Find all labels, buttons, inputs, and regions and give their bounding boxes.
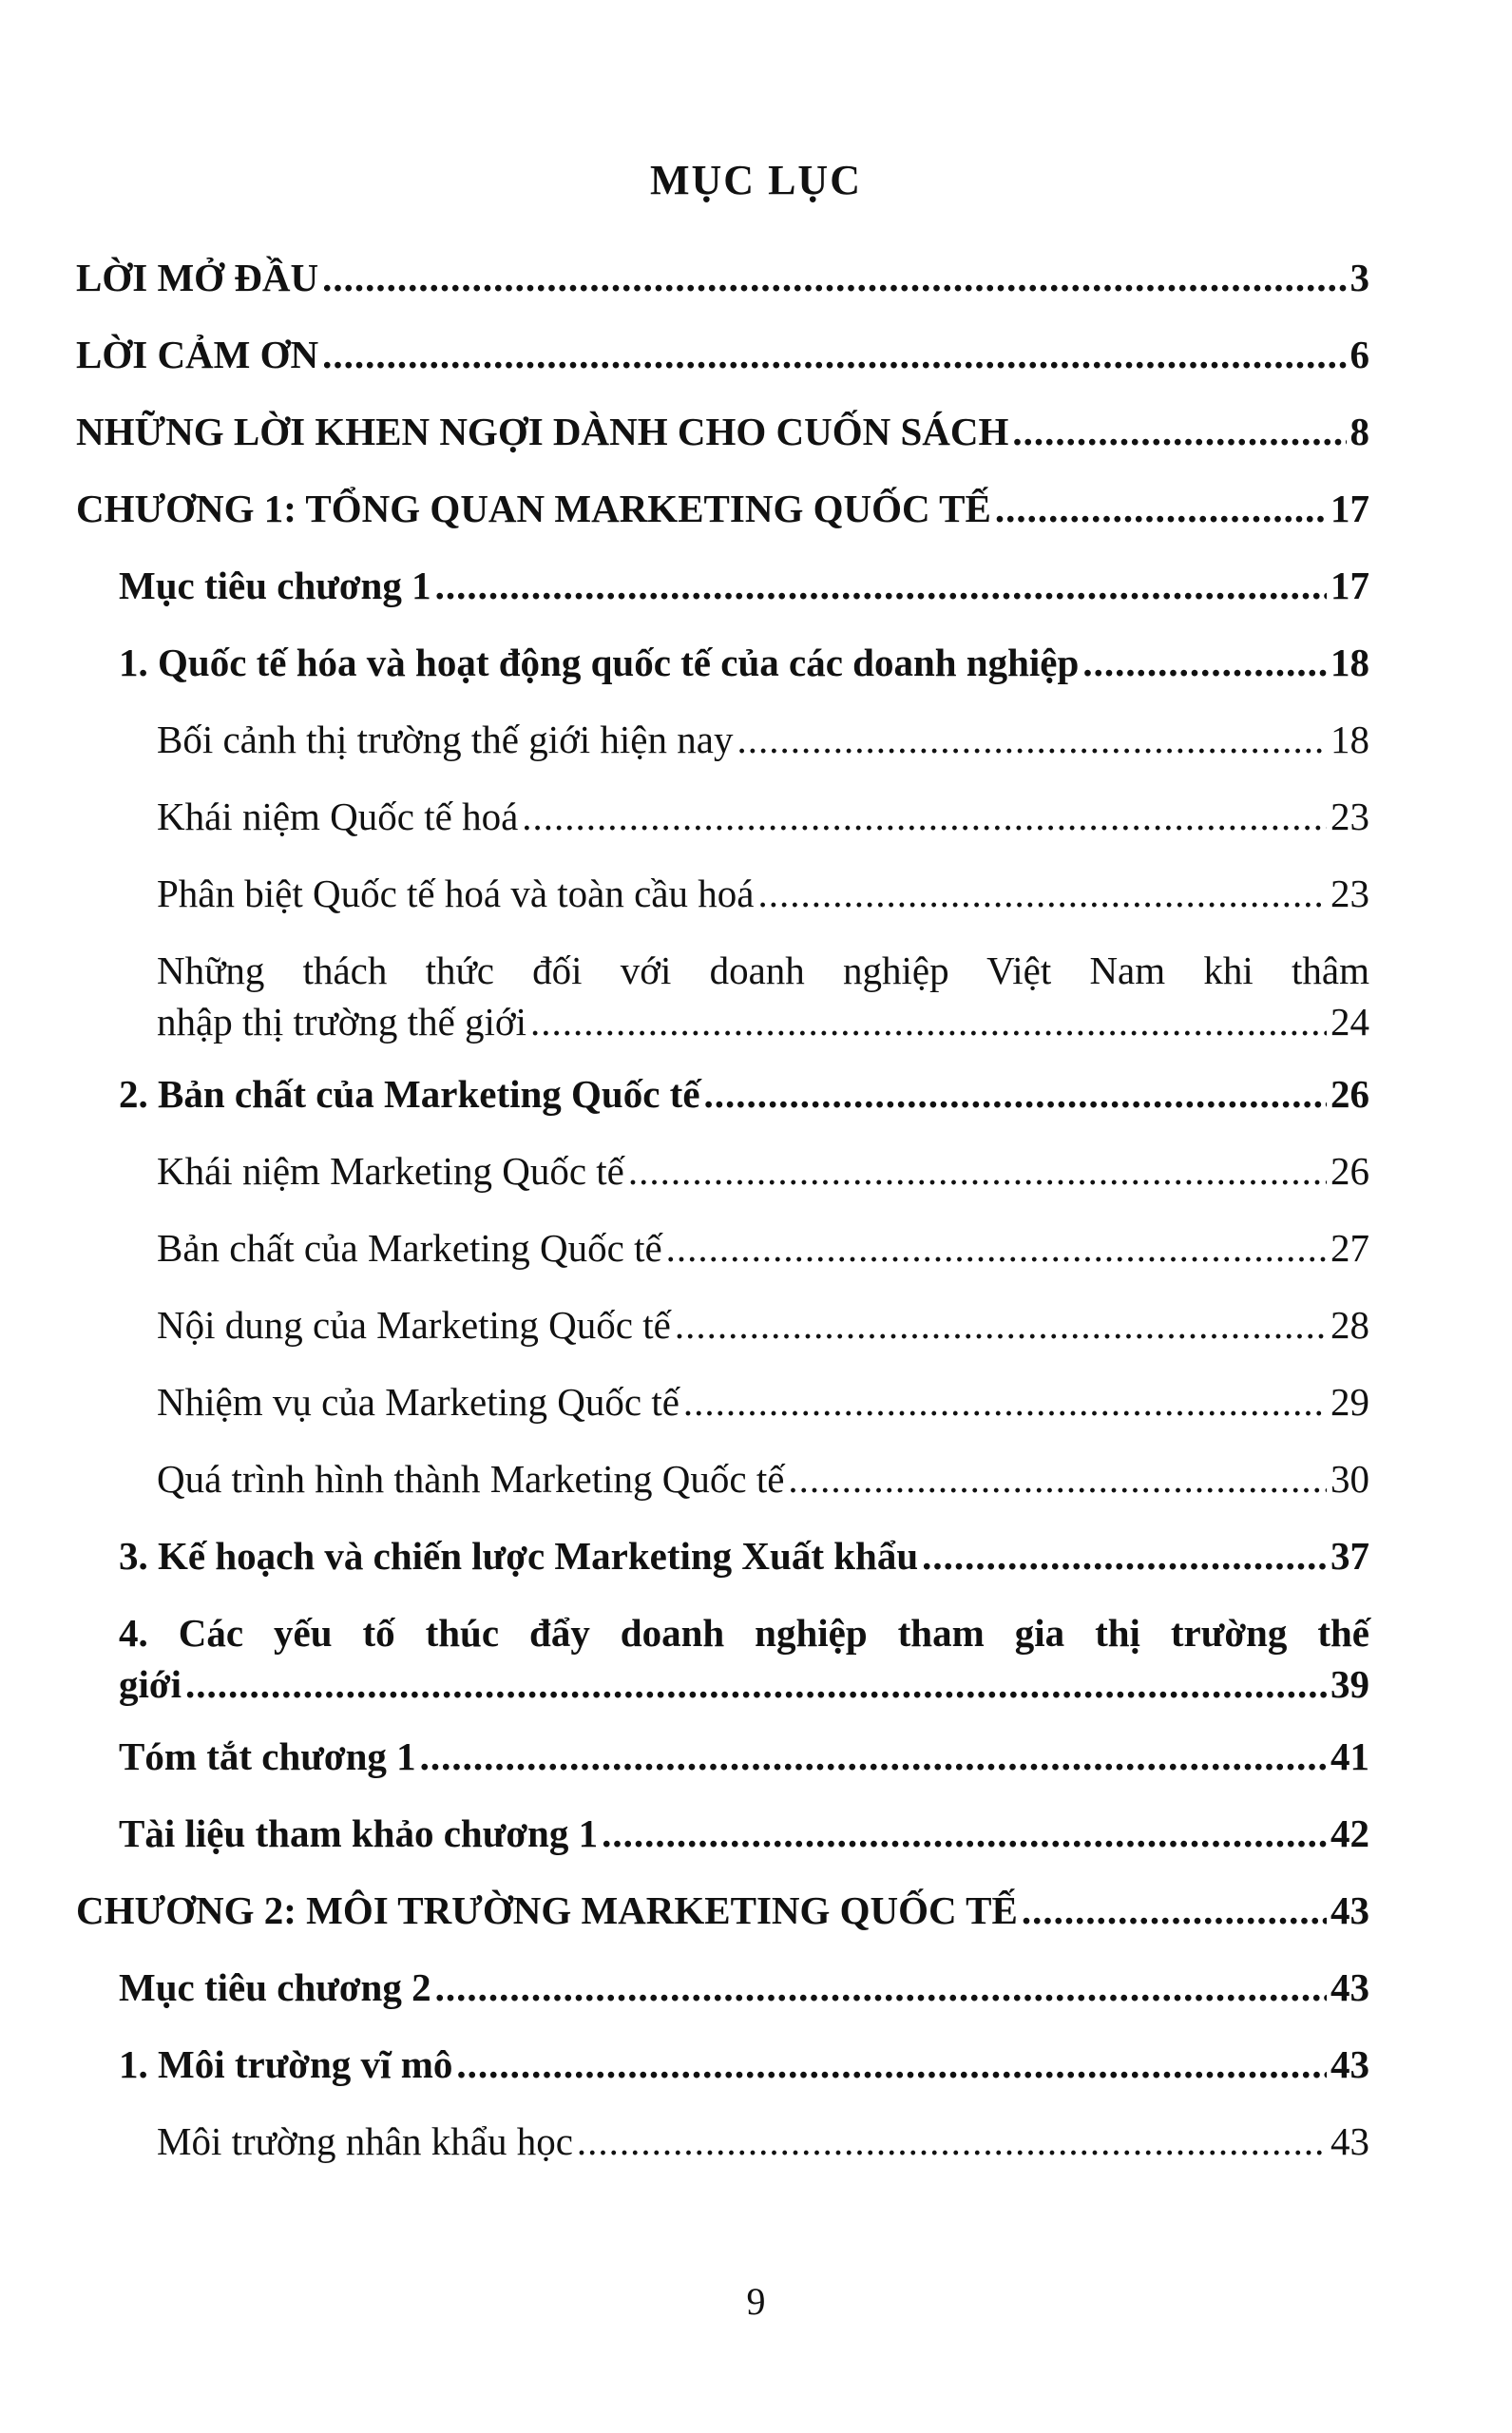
dot-leader [456,2039,1327,2090]
toc-entry-page: 39 [1330,1662,1369,1706]
toc-entry [0,1145,1512,1222]
dot-leader [522,791,1327,842]
toc-entry [0,1299,1512,1376]
toc-entry-title: 1. Môi trường vĩ mô [119,2042,453,2086]
toc-entry-page: 8 [1349,410,1369,453]
dot-leader [1012,406,1346,457]
toc-entry-title: Quá trình hình thành Marketing Quốc tế [157,1457,785,1501]
toc-entry-title: Bản chất của Marketing Quốc tế [157,1226,662,1270]
dot-leader [322,329,1346,380]
dot-leader [435,560,1327,611]
toc-entry [0,714,1512,791]
toc-entry [0,791,1512,868]
dot-leader [322,252,1346,303]
toc-entry-title-line-1: 4. Các yếu tố thúc đẩy doanh nghiệp tham gia thị trường thế [119,1611,1369,1655]
toc-entry-title: Bối cảnh thị trường thế giới hiện nay [157,718,734,761]
toc-entry [0,1376,1512,1453]
dot-leader [788,1453,1327,1504]
dot-leader [995,483,1327,534]
toc-entry [0,637,1512,714]
toc-entry-title: LỜI CẢM ƠN [76,333,319,376]
dot-leader [420,1731,1327,1782]
dot-leader [1022,1885,1327,1936]
toc-entry-title: Mục tiêu chương 2 [119,1965,431,2009]
toc-entry [0,1607,1512,1731]
toc-entry-title: LỜI MỞ ĐẦU [76,256,319,299]
dot-leader [577,2116,1327,2167]
dot-leader [1082,637,1327,688]
toc-entry [0,406,1512,483]
toc-entry [0,1453,1512,1530]
dot-leader [704,1068,1327,1120]
dot-leader [757,868,1327,919]
toc-entry-page: 6 [1349,333,1369,376]
toc-chapter-heading [0,1885,1512,1962]
toc-entry [0,252,1512,329]
toc-entry-page: 43 [1330,1888,1369,1932]
toc-entry-title: Khái niệm Marketing Quốc tế [157,1149,624,1193]
toc-entry-title-line-2: nhập thị trường thế giới [157,1000,526,1044]
toc-entry [0,1530,1512,1607]
toc-entry-page: 43 [1330,2042,1369,2086]
dot-leader [737,714,1327,765]
dot-leader [530,996,1327,1047]
toc-entry-title: Phân biệt Quốc tế hoá và toàn cầu hoá [157,872,755,915]
toc-entry-page: 3 [1349,256,1369,299]
dot-leader [435,1962,1327,2013]
toc-entry-title-line-2: giới [119,1662,182,1706]
toc-entry [0,1222,1512,1299]
toc-entry-page: 18 [1330,718,1369,761]
toc-entry-title: Môi trường nhân khẩu học [157,2119,573,2163]
toc-entry [0,868,1512,945]
toc-entry-title: Khái niệm Quốc tế hoá [157,795,519,838]
dot-leader [922,1530,1327,1581]
dot-leader [628,1145,1327,1197]
toc-entry-page: 28 [1330,1303,1369,1347]
toc-chapter-heading [0,483,1512,560]
toc-entry [0,560,1512,637]
toc-entry [0,2116,1512,2193]
toc-entry-page: 23 [1330,872,1369,915]
toc-entry-title: CHƯƠNG 1: TỔNG QUAN MARKETING QUỐC TẾ [76,487,991,530]
toc-entry-page: 29 [1330,1380,1369,1424]
toc-entry-page: 23 [1330,795,1369,838]
toc-entry [0,945,1512,1068]
dot-leader [185,1658,1327,1710]
toc-entry-title: 3. Kế hoạch và chiến lược Marketing Xuất khẩu [119,1534,919,1578]
toc-entry-page: 24 [1330,1000,1369,1044]
toc-entry-page: 17 [1330,564,1369,607]
toc-entry-title: Mục tiêu chương 1 [119,564,431,607]
toc-entry-page: 17 [1330,487,1369,530]
toc-entry-page: 27 [1330,1226,1369,1270]
toc-entry-title: CHƯƠNG 2: MÔI TRƯỜNG MARKETING QUỐC TẾ [76,1888,1018,1932]
toc-entry [0,1068,1512,1145]
toc-entry [0,2039,1512,2116]
toc-entry-title: 1. Quốc tế hóa và hoạt động quốc tế của các doanh nghiệp [119,641,1080,684]
toc-entry-page: 42 [1330,1811,1369,1855]
toc-entry-title: Nhiệm vụ của Marketing Quốc tế [157,1380,679,1424]
toc-entry [0,329,1512,406]
toc-entry-page: 43 [1330,1965,1369,2009]
page-title: MỤC LỤC [650,157,862,203]
dot-leader [666,1222,1327,1274]
dot-leader [602,1808,1327,1859]
toc-entry-title: Nội dung của Marketing Quốc tế [157,1303,671,1347]
toc-entry-page: 41 [1330,1734,1369,1778]
toc-entry-title: Tài liệu tham khảo chương 1 [119,1811,599,1855]
toc-entry-page: 37 [1330,1534,1369,1578]
page-number: 9 [746,2280,766,2323]
dot-leader [675,1299,1327,1351]
toc-entry [0,1731,1512,1808]
toc-entry-title: NHỮNG LỜI KHEN NGỢI DÀNH CHO CUỐN SÁCH [76,410,1009,453]
toc-entry-page: 18 [1330,641,1369,684]
dot-leader [683,1376,1327,1427]
toc-entry-page: 26 [1330,1149,1369,1193]
toc-entry [0,1962,1512,2039]
toc-entry [0,1808,1512,1885]
toc-entry-title-line-1: Những thách thức đối với doanh nghiệp Việt Nam khi thâm [157,948,1369,992]
toc-entry-title: Tóm tắt chương 1 [119,1734,416,1778]
table-of-contents [0,252,1512,2193]
toc-entry-page: 26 [1330,1072,1369,1116]
toc-entry-page: 30 [1330,1457,1369,1501]
toc-entry-title: 2. Bản chất của Marketing Quốc tế [119,1072,700,1116]
toc-entry-page: 43 [1330,2119,1369,2163]
